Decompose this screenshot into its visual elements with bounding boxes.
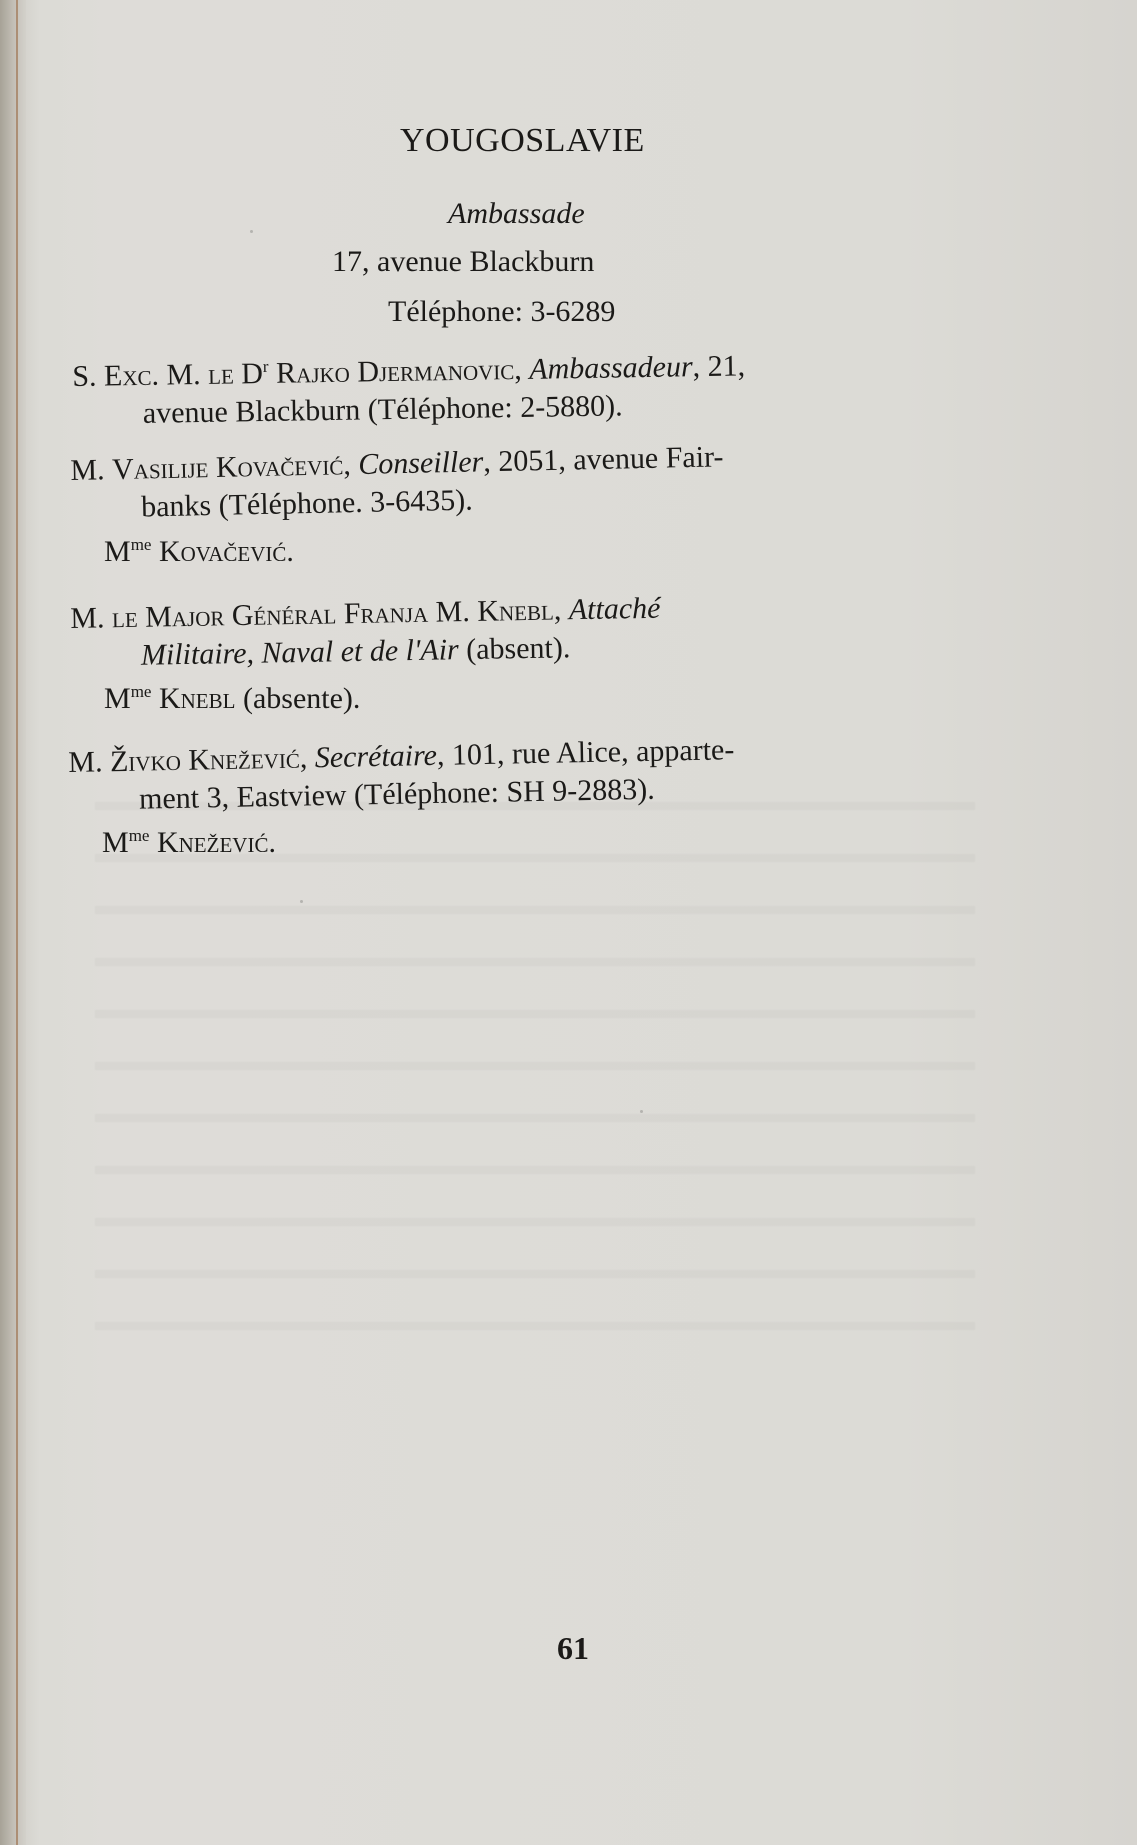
- entry-line-2: ment 3, Eastview (Téléphone: SH 9-2883).: [138, 772, 656, 816]
- spouse-name: Knežević.: [149, 826, 276, 859]
- entry-line1-tail: , 2051, avenue Fair-: [482, 440, 724, 479]
- spouse-line: [102, 824, 276, 862]
- entry-line2-tail: (absent).: [458, 631, 571, 667]
- spouse-sup: me: [130, 682, 152, 701]
- spouse-line: [104, 680, 360, 718]
- spouse-name: Knebl: [151, 682, 236, 715]
- spouse-name: Kovačević.: [151, 535, 294, 568]
- entry-role: Attaché: [568, 591, 661, 627]
- spouse-prefix: M: [104, 682, 131, 715]
- book-spine-shadow: [0, 0, 26, 1845]
- entry-line1-tail: , 21,: [692, 349, 746, 384]
- entry-line1-tail: , 101, rue Alice, apparte-: [436, 733, 735, 772]
- entry-ambassador: [72, 344, 983, 434]
- paper-speck: [250, 230, 253, 233]
- entry-name: Živko Knežević,: [109, 741, 316, 779]
- page-number: 61: [557, 1630, 589, 1666]
- entry-prefix: M.: [68, 745, 111, 779]
- entry-role: Ambassadeur: [529, 350, 693, 386]
- entry-name: Rajko Djermanovic,: [268, 352, 530, 390]
- country-heading: YOUGOSLAVIE: [400, 122, 645, 159]
- book-spine-edge: [16, 0, 18, 1845]
- entry-name: le Major Général Franja M. Knebl,: [111, 593, 570, 635]
- spouse-prefix: M: [104, 535, 131, 568]
- embassy-telephone: Téléphone: 3-6289: [388, 295, 616, 328]
- spouse-tail: (absente).: [235, 682, 361, 715]
- entry-line-2: avenue Blackburn (Téléphone: 2-5880).: [142, 389, 623, 430]
- entry-role-cont: Militaire, Naval et de l'Air: [140, 633, 459, 672]
- embassy-address: 17, avenue Blackburn: [332, 245, 595, 278]
- entry-prefix: M.: [70, 601, 113, 635]
- embassy-subtitle: Ambassade: [448, 197, 585, 230]
- spouse-line: [104, 533, 294, 571]
- paper-speck: [640, 1110, 643, 1113]
- entry-prefix-sup: r: [262, 356, 269, 377]
- paper-speck: [300, 900, 303, 903]
- spouse-sup: me: [128, 826, 150, 845]
- spouse-sup: me: [130, 535, 152, 554]
- entry-military-attache: [70, 584, 981, 676]
- spouse-prefix: M: [102, 826, 129, 859]
- entry-prefix: S. Exc. M. le D: [72, 357, 264, 393]
- entry-line-2: banks (Téléphone. 3-6435).: [140, 483, 474, 524]
- entry-prefix: M.: [70, 453, 113, 487]
- entry-role: Secrétaire: [314, 738, 438, 775]
- entry-role: Conseiller: [357, 445, 484, 481]
- bleed-through-lines: [95, 780, 975, 1340]
- entry-name: Vasilije Kovačević,: [111, 447, 359, 487]
